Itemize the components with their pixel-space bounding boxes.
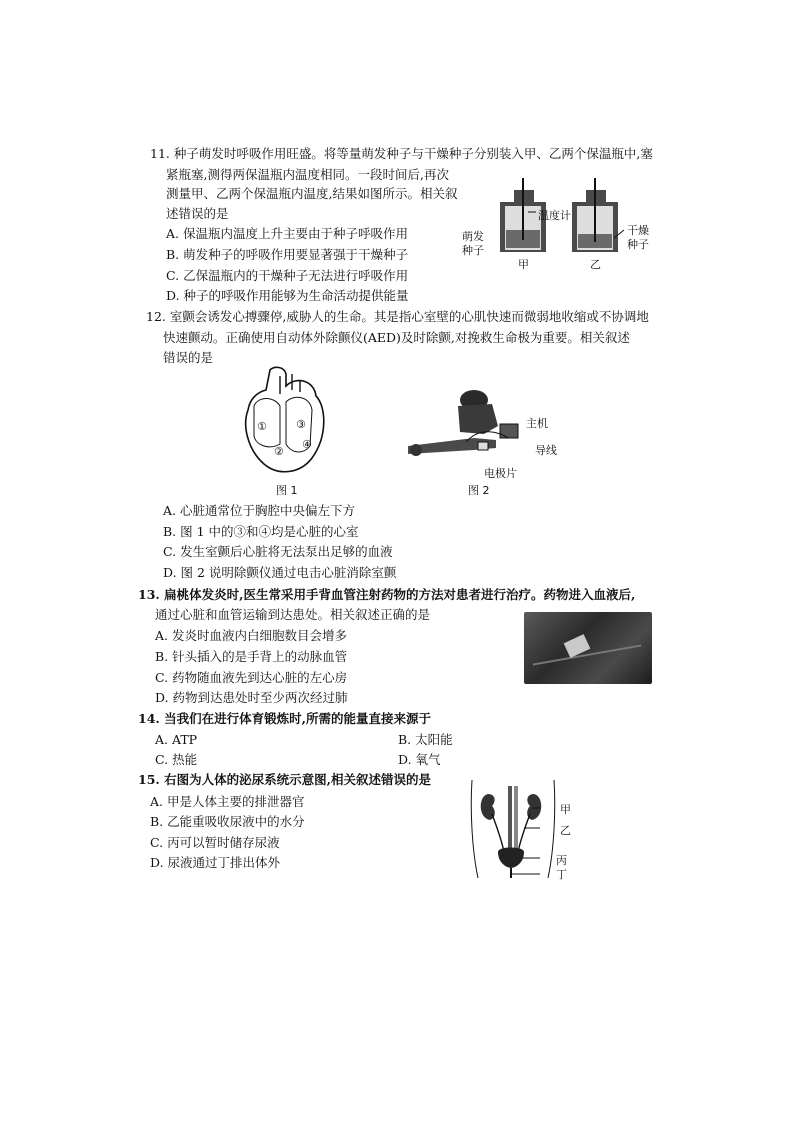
urinary-label-bing: 丙 [556, 854, 567, 867]
q14-option-b: B. 太阳能 [398, 732, 453, 747]
q11-stem-line1: 11. 种子萌发时呼吸作用旺盛。将等量萌发种子与干燥种子分别装入甲、乙两个保温瓶中,塞 [150, 146, 653, 161]
q12-option-d: D. 图 2 说明除颤仪通过电击心脏消除室颤 [163, 565, 397, 580]
germinating-label-2: 种子 [462, 244, 484, 257]
q13-stem-line1: 13. 扁桃体发炎时,医生常采用手背血管注射药物的方法对患者进行治疗。药物进入血液后, [138, 587, 636, 602]
q13-option-b: B. 针头插入的是手背上的动脉血管 [155, 649, 348, 664]
q12-option-c: C. 发生室颤后心脏将无法泵出足够的血液 [163, 544, 393, 559]
q12-stem-line2: 快速颤动。正确使用自动体外除颤仪(AED)及时除颤,对挽救生命极为重要。相关叙述 [163, 330, 630, 345]
q14-option-d: D. 氧气 [398, 752, 441, 767]
q12-option-b: B. 图 1 中的③和④均是心脏的心室 [163, 524, 359, 539]
q15-option-d: D. 尿液通过丁排出体外 [150, 855, 281, 870]
q13-stem-line2: 通过心脏和血管运输到达患处。相关叙述正确的是 [155, 607, 431, 622]
q15-option-a: A. 甲是人体主要的排泄器官 [150, 794, 305, 809]
urinary-label-yi: 乙 [560, 824, 571, 837]
q15-option-c: C. 丙可以暂时储存尿液 [150, 835, 280, 850]
heart-label-1: ① [257, 420, 267, 433]
figure1-caption: 图 1 [276, 484, 298, 497]
q11-stem-line2: 紧瓶塞,测得两保温瓶内温度相同。一段时间后,再次 [166, 167, 449, 182]
heart-label-4: ④ [302, 438, 312, 451]
q12-stem-line3: 错误的是 [163, 350, 214, 365]
q11-option-b: B. 萌发种子的呼吸作用要显著强于干燥种子 [166, 247, 409, 262]
q14-stem: 14. 当我们在进行体育锻炼时,所需的能量直接来源于 [138, 711, 431, 726]
hand-injection-photo [524, 612, 652, 684]
q14-option-c: C. 热能 [155, 752, 198, 767]
aed-host-label: 主机 [526, 417, 548, 430]
heart-label-3: ③ [296, 418, 306, 431]
q13-option-d: D. 药物到达患处时至少两次经过肺 [155, 690, 348, 705]
q15-stem: 15. 右图为人体的泌尿系统示意图,相关叙述错误的是 [138, 772, 431, 787]
urinary-label-jia: 甲 [560, 803, 571, 816]
q11-option-a: A. 保温瓶内温度上升主要由于种子呼吸作用 [166, 226, 408, 241]
q11-option-d: D. 种子的呼吸作用能够为生命活动提供能量 [166, 288, 409, 303]
heart-label-2: ② [274, 445, 284, 458]
urinary-system-diagram [468, 780, 558, 878]
q13-option-c: C. 药物随血液先到达心脏的左心房 [155, 670, 348, 685]
dry-label-1: 干燥 [627, 224, 649, 237]
q13-option-a: A. 发炎时血液内白细胞数目会增多 [155, 628, 347, 643]
dry-label-2: 种子 [627, 238, 649, 251]
germinating-label-1: 萌发 [462, 230, 484, 243]
q11-stem-line3: 测量甲、乙两个保温瓶内温度,结果如图所示。相关叙 [166, 186, 458, 201]
thermometer-label: 温度计 [538, 209, 571, 222]
urinary-label-ding: 丁 [556, 868, 567, 881]
bottle-jia-label: 甲 [518, 258, 529, 271]
bottle-yi-label: 乙 [590, 258, 601, 271]
q14-option-a: A. ATP [155, 732, 198, 747]
aed-diagram [404, 386, 544, 468]
heart-diagram [240, 366, 330, 478]
q15-option-b: B. 乙能重吸收尿液中的水分 [150, 814, 305, 829]
aed-pad-label: 电极片 [484, 467, 517, 480]
figure2-caption: 图 2 [468, 484, 490, 497]
q12-option-a: A. 心脏通常位于胸腔中央偏左下方 [163, 503, 355, 518]
q11-option-c: C. 乙保温瓶内的干燥种子无法进行呼吸作用 [166, 268, 409, 283]
q11-stem-line4: 述错误的是 [166, 206, 229, 221]
aed-wire-label: 导线 [535, 444, 557, 457]
q12-stem-line1: 12. 室颤会诱发心搏骤停,威胁人的生命。其是指心室壁的心肌快速而微弱地收缩或不协调地 [146, 309, 649, 324]
